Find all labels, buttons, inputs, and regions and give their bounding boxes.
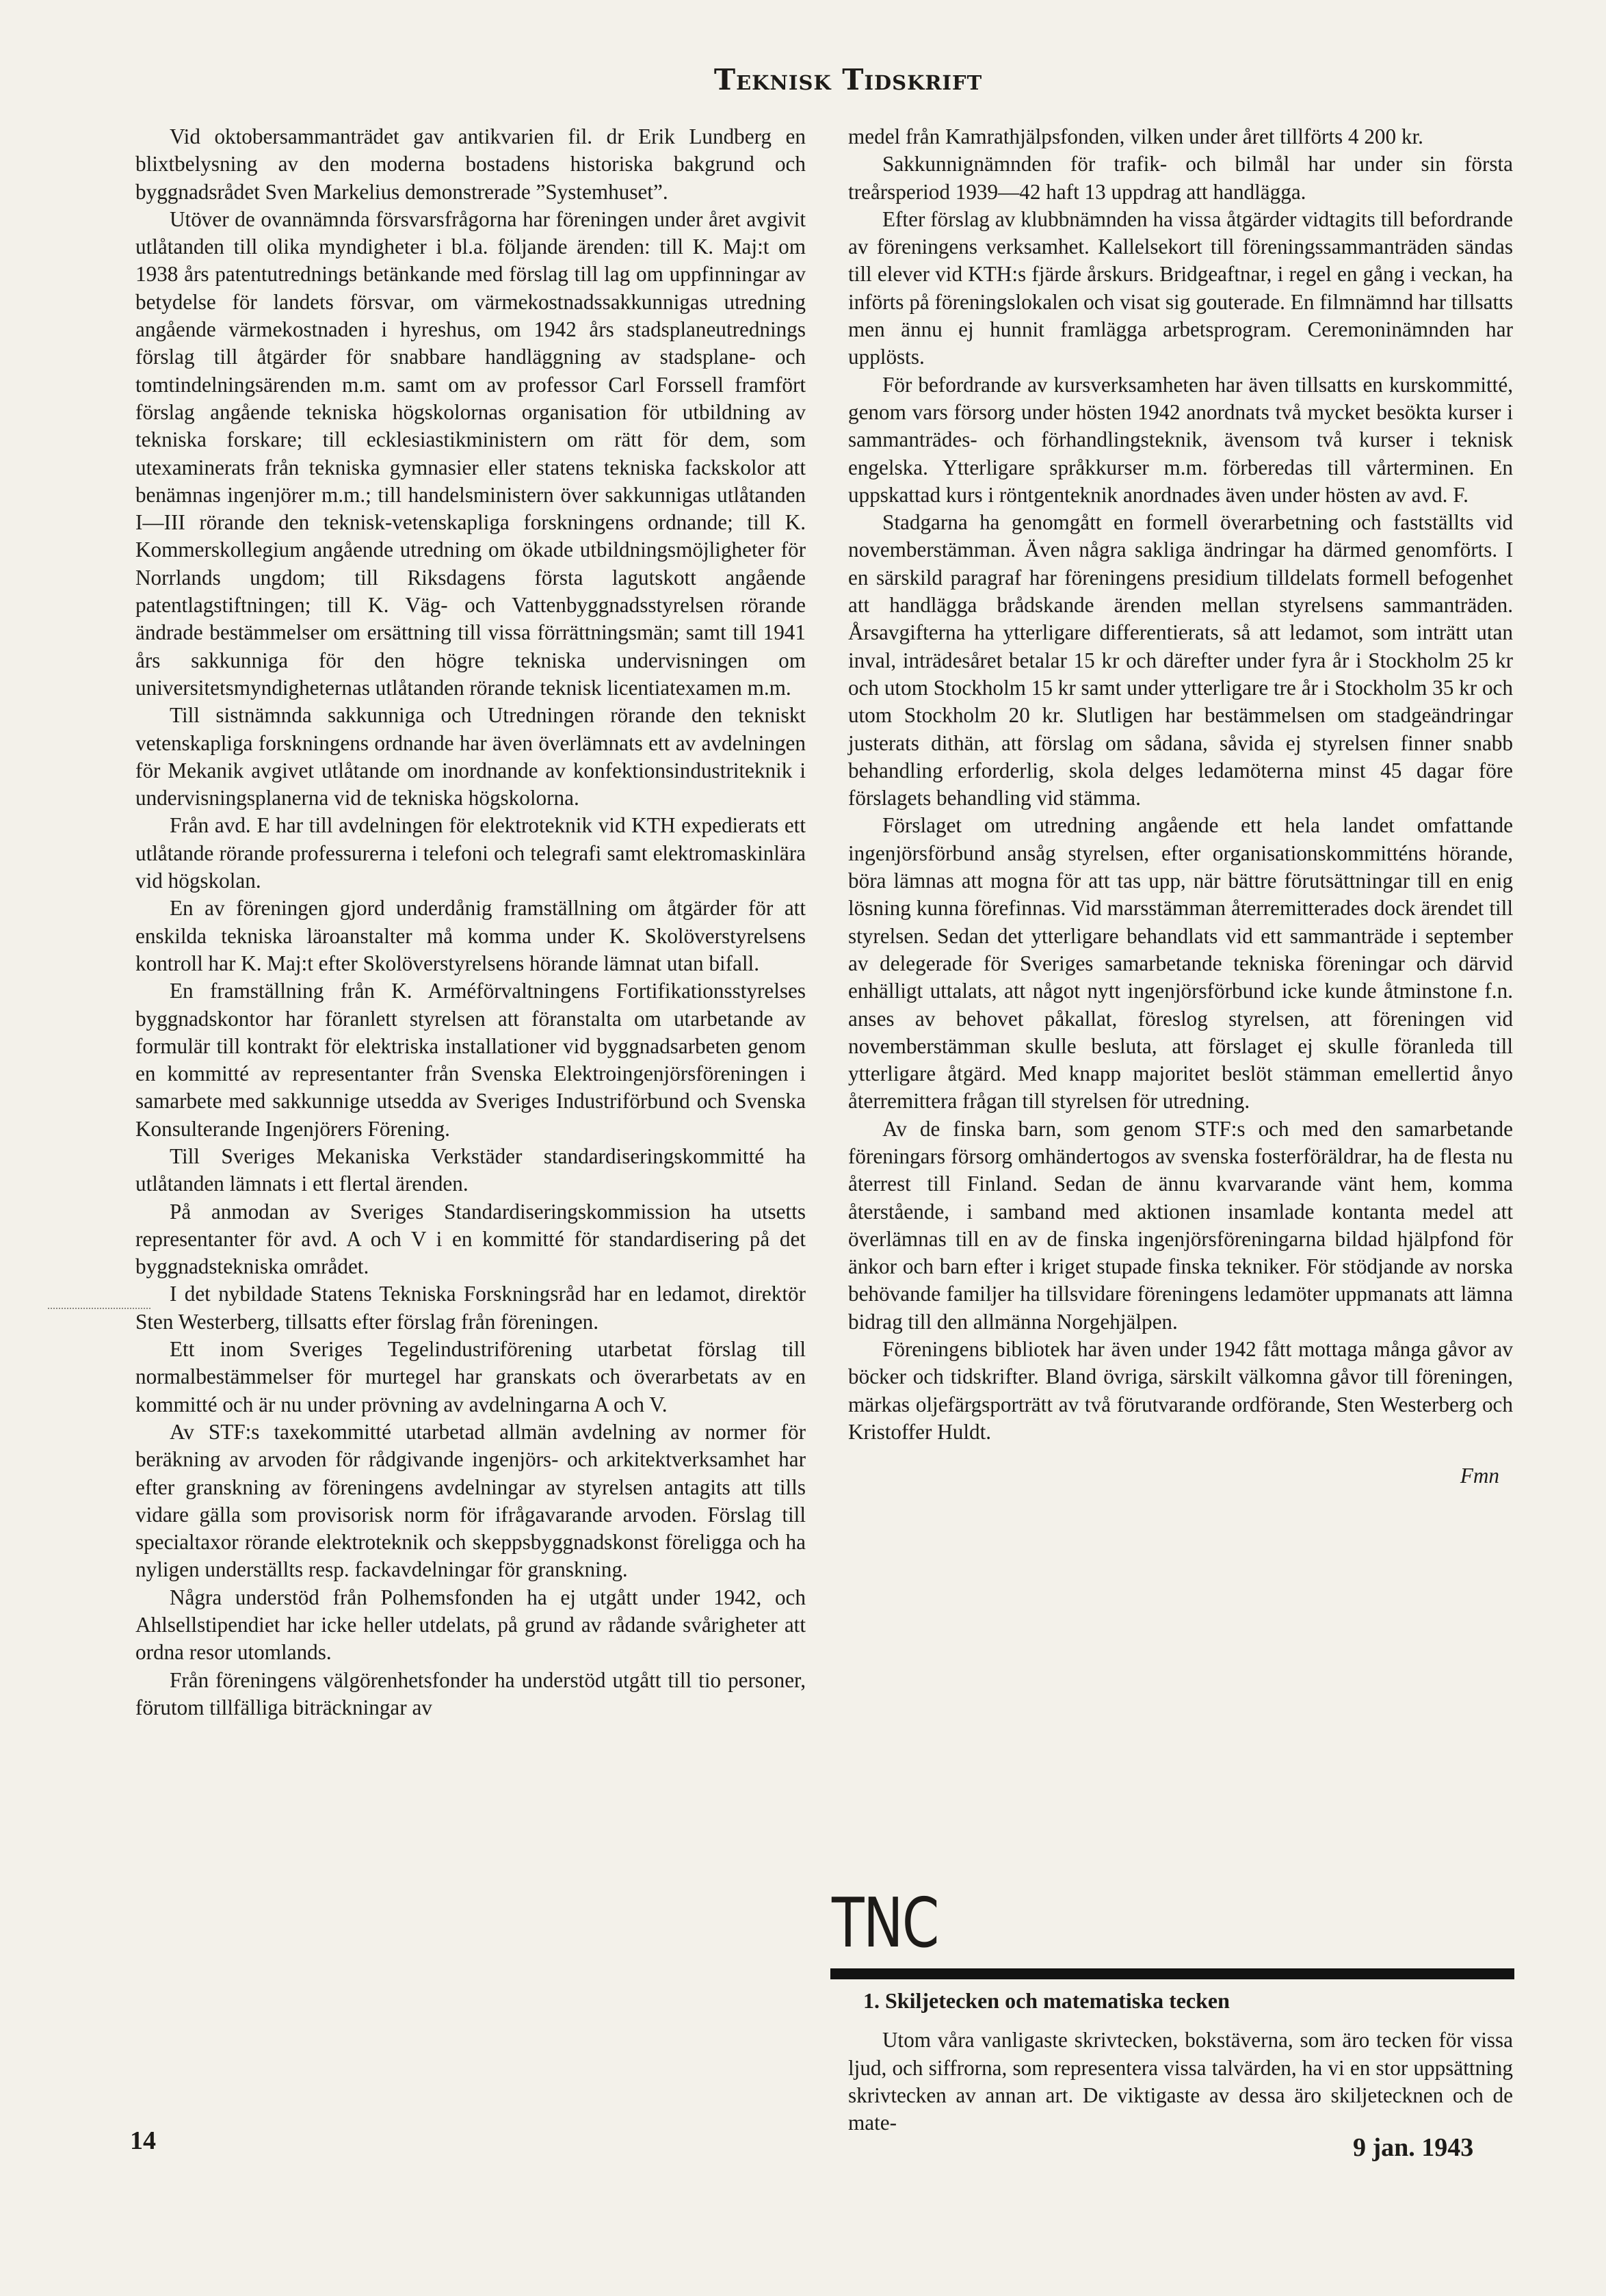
paragraph: Till Sveriges Mekaniska Verkstäder standardiseringskommitté ha utlåtanden lämnats i ett flertal ärenden. [135, 1144, 806, 1196]
paragraph: medel från Kamrathjälpsfonden, vilken under året tillförts 4 200 kr. [848, 124, 1423, 148]
paragraph: Vid oktobersammanträdet gav antikvarien fil. dr Erik Lundberg en blixtbelysning av den moderna bostadens historiska bakgrund och byggnadsrådet Sven Markelius demonstrerade ”Systemhuset”. [135, 124, 806, 204]
issue-date: 9 jan. 1943 [1353, 2133, 1474, 2162]
paragraph: Till sistnämnda sakkunniga och Utredningen rörande den tekniskt vetenskapliga forskningens ordnande har även överlämnats ett av avdelningen för Mekanik avgivet utlåtande om inordnande av konfektionsindustriteknik i undervisningsplanerna vid de tekniska högskolorna. [135, 703, 806, 810]
paragraph: Stadgarna ha genomgått en formell överarbetning och fastställts vid novemberstämman. Även några sakliga ändringar ha därmed genomförts. I en särskild paragraf har föreningens presidium tilldelats formell befogenhet att handlägga brådskande ärenden mellan styrelsens sammanträden. Årsavgifterna ha ytterligare differentierats, så att ledamot, som inträtt utan inval, inträdesåret betalar 15 kr och därefter under fyra år i Stockholm 25 kr och utom Stockholm 15 kr samt under ytterligare tre år i Stockholm 35 kr och utom Stockholm 20 kr. Slutligen har bestämmelsen om stadgeändringar justerats dithän, att förslag om sådana, såvida ej styrelsen finner snabb behandling erforderlig, skola delges ledamöterna minst 45 dagar före förslagets behandling vid stämma. [848, 510, 1513, 810]
tnc-heading: TNC [832, 1883, 938, 1963]
paragraph: En av föreningen gjord underdånig framställning om åtgärder för att enskilda tekniska läroanstalter må komma under K. Skolöverstyrelsens kontroll har K. Maj:t efter Skolöverstyrelsens hörande lämnat utan bifall. [135, 896, 806, 975]
paragraph: Utöver de ovannämnda försvarsfrågorna har föreningen under året avgivit utlåtanden till olika myndigheter i bl.a. följande ärenden: till K. Maj:t om 1938 års patentutrednings betänkande med förslag till lag om uppfinningar av betydelse för landets försvar, om värmekostnadssakkunnigas utredning angående värmekostnaden i hyreshus, om 1942 års stadsplaneutrednings förslag till åtgärder för snabbare handläggning av stadsplane- och tomtindelningsärenden m.m. samt om av professor Carl Forssell framfört förslag angående tekniska högskolornas organisation för utbildning av tekniska forskare; till ecklesiastikministern om rätt för dem, som utexaminerats från tekniska gymnasier eller statens tekniska fackskolor att benämnas ingenjörer m.m.; till handelsministern över sakkunnigas utlåtanden I—III rörande den teknisk-vetenskapliga forskningens ordnande; till K. Kommerskollegium angående utredning om ökade utbildningsmöjligheter för Norrlands ungdom; till Riksdagens första lagutskott angående patentlagstiftningen; till K. Väg- och Vattenbyggnadsstyrelsen rörande ändrade bestämmelser om ersättning till vissa förrättningsmän; samt till 1941 års sakkunniga för den högre tekniska undervisningen om universitetsmyndigheternas utlåtanden rörande teknisk licentiatexamen m.m. [135, 207, 806, 700]
journal-masthead: Teknisk Tidskrift [713, 63, 983, 96]
paragraph: Föreningens bibliotek har även under 1942 fått mottaga många gåvor av böcker och tidskrifter. Bland övriga, särskilt välkomna gåvor till föreningen, märkas oljefärgsporträtt av två förutvarande ordförande, Sten Westerberg och Kristoffer Huldt. [848, 1337, 1513, 1444]
paragraph: En framställning från K. Arméförvaltningens Fortifikationsstyrelses byggnadskontor har föranlett styrelsen att föranstalta om utarbetande av formulär till kontrakt för elektriska installationer vid byggnadsarbeten genom en kommitté av representanter från Svenska Elektroingenjörsföreningen i samarbete med sakkunnige utsedda av Sveriges Industriförbund och Svenska Konsulterande Ingenjörers Förening. [135, 979, 806, 1141]
author-signature: Fmn [1460, 1464, 1499, 1488]
paragraph: I det nybildade Statens Tekniska Forskningsråd har en ledamot, direktör Sten Westerberg, tillsatts efter förslag från föreningen. [135, 1282, 806, 1334]
paragraph: Förslaget om utredning angående ett hela landet omfattande ingenjörsförbund ansåg styrelsen, efter organisationskommitténs hörande, böra lämnas att mogna för att tas upp, när bättre förutsättningar till en enig lösning kunna förefinnas. Vid marsstämman återremitterades dock ärendet till styrelsen. Sedan det ytterligare behandlats vid ett sammanträde i september av delegerade för Sveriges samarbetande tekniska föreningar och därvid enhälligt uttalats, att något nytt ingenjörsförbund icke kunde åtminstone f.n. anses av behovet påkallat, föreslog styrelsen, att föreningen vid novemberstämman skulle besluta, att förslaget ej skulle föranleda till ytterligare åtgärd. Med knapp majoritet beslöt stämman emellertid ånyo återremittera frågan till styrelsen för utredning. [848, 813, 1513, 1113]
paragraph: Efter förslag av klubbnämnden ha vissa åtgärder vidtagits till befordrande av föreningens verksamhet. Kallelsekort till föreningssammanträden sändas till elever vid KTH:s fjärde årskurs. Bridgeaftnar, i regel en gång i veckan, ha införts på föreningslokalen och visat sig gouterade. En filmnämnd har tillsatts men ännu ej hunnit framlägga arbetsprogram. Ceremoninämnden har upplösts. [848, 207, 1513, 369]
paragraph: Några understöd från Polhemsfonden ha ej utgått under 1942, och Ahlsellstipendiet har icke heller utdelats, på grund av rådande svårigheter att ordna resor utomlands. [135, 1585, 806, 1665]
page-number: 14 [130, 2126, 156, 2155]
paragraph: Från föreningens välgörenhetsfonder ha understöd utgått till tio personer, förutom tillfälliga biträckningar av [135, 1667, 806, 1719]
paragraph: Av STF:s taxekommitté utarbetad allmän avdelning av normer för beräkning av arvoden för rådgivande ingenjörs- och arkitektverksamhet har efter granskning av föreningens avdelningar av styrelsen antagits att tills vidare gälla som provisorisk norm för ifrågavarande arvoden. Förslag till specialtaxor rörande elektroteknik och skeppsbyggnadskonst föreligga och ha nyligen underställts resp. fackavdelningar för granskning. [135, 1419, 806, 1582]
paragraph: Sakkunnignämnden för trafik- och bilmål har under sin första treårsperiod 1939—42 haft 13 uppdrag att handlägga. [848, 152, 1513, 204]
left-text-column [135, 123, 806, 1721]
right-text-column [848, 123, 1513, 1490]
paragraph: På anmodan av Sveriges Standardiseringskommission ha utsetts representanter för avd. A och V i en kommitté för standardisering på det byggnadstekniska området. [135, 1199, 806, 1279]
paragraph: Utom våra vanligaste skrivtecken, bokstäverna, som äro tecken för vissa ljud, och siffrorna, som representera vissa talvärden, ha vi en stor uppsättning skrivtecken av annan art. De viktigaste av dessa äro skiljetecknen och de mate- [848, 2028, 1513, 2135]
tnc-section-header [830, 1882, 1514, 1979]
heading-rule [830, 1968, 1514, 1979]
tnc-section-body [848, 1987, 1513, 2137]
paragraph: Från avd. E har till avdelningen för elektroteknik vid KTH expedierats ett utlåtande rörande professurerna i telefoni och telegrafi samt elektromaskinlära vid högskolan. [135, 813, 806, 893]
tnc-subheading: 1. Skiljetecken och matematiska tecken [863, 1988, 1230, 2013]
paragraph: För befordrande av kursverksamheten har även tillsatts en kurskommitté, genom vars försorg under hösten 1942 anordnats två mycket besökta kurser i sammanträdes- och förhandlingsteknik, ävensom två kurser i teknisk engelska. Ytterligare språkkurser m.m. förberedas till vårterminen. En uppskattad kurs i röntgenteknik anordnades även under hösten av avd. F. [848, 372, 1513, 507]
paragraph: Av de finska barn, som genom STF:s och med den samarbetande föreningars försorg omhändertogos av svenska fosterföräldrar, ha de flesta nu återrest till Finland. Sedan de ännu kvarvarande vänt hem, komma återstående, i samband med aktionen insamlade kontanta medel att överlämnas till en av de finska ingenjörsföreningarna bildad hjälpfond för änkor och barn efter i kriget stupade finska tekniker. För stödjande av norska behövande familjer ha tillsvidare föreningens ledamöter uppmanats att lämna bidrag till den allmänna Norgehjälpen. [848, 1116, 1513, 1334]
paragraph: Ett inom Sveriges Tegelindustriförening utarbetat förslag till normalbestämmelser för murtegel har granskats och överarbetats av en kommitté och är nu under prövning av avdelningarna A och V. [135, 1337, 806, 1416]
